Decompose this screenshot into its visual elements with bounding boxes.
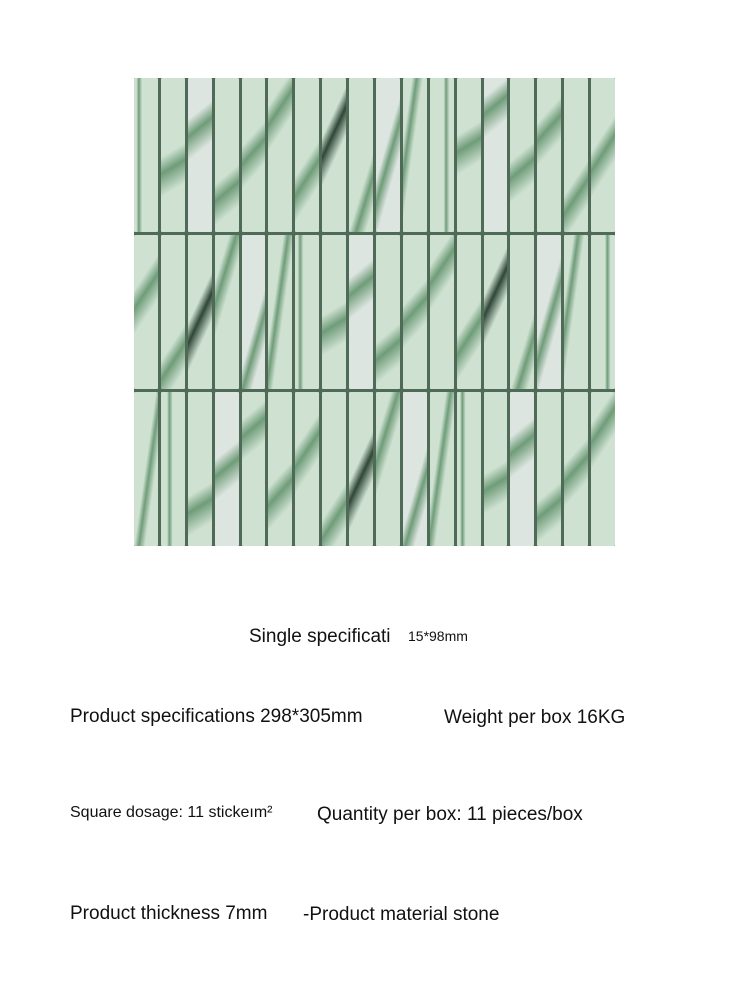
tile-strip — [510, 78, 534, 232]
tile-strip — [457, 235, 481, 389]
tile-strip — [349, 78, 373, 232]
tile-strip — [484, 78, 508, 232]
tile-strip — [430, 78, 454, 232]
tile-strip — [188, 392, 212, 546]
tile-strip — [295, 78, 319, 232]
tile-strip — [322, 392, 346, 546]
tile-strip — [134, 78, 158, 232]
tile-strip — [564, 392, 588, 546]
single-spec-value: 15*98mm — [408, 628, 468, 644]
tile-strip — [591, 235, 615, 389]
tile-strip — [537, 392, 561, 546]
tile-strip — [215, 235, 239, 389]
tile-strip — [268, 78, 292, 232]
tile-strip — [537, 78, 561, 232]
tile-strip — [430, 235, 454, 389]
tile-strip — [242, 392, 266, 546]
tile-strip — [134, 392, 158, 546]
tile-strip — [161, 392, 185, 546]
tile-strip — [376, 235, 400, 389]
tile-strip — [403, 392, 427, 546]
tile-strip — [322, 235, 346, 389]
tile-row-3 — [134, 392, 615, 546]
product-spec-text: Product specifications 298*305mm — [70, 706, 363, 727]
tile-strip — [403, 78, 427, 232]
tile-strip — [510, 392, 534, 546]
tile-row-1 — [134, 78, 615, 232]
tile-strip — [134, 235, 158, 389]
tile-strip — [268, 392, 292, 546]
tile-strip — [268, 235, 292, 389]
weight-text: Weight per box 16KG — [444, 707, 626, 728]
single-spec-label: Single specificati — [249, 626, 391, 647]
tile-strip — [349, 392, 373, 546]
tile-strip — [484, 235, 508, 389]
quantity-text: Quantity per box: 11 pieces/box — [317, 804, 583, 825]
tile-strip — [376, 78, 400, 232]
tile-strip — [510, 235, 534, 389]
tile-strip — [242, 235, 266, 389]
thickness-text: Product thickness 7mm — [70, 903, 268, 924]
tile-strip — [188, 235, 212, 389]
tile-strip — [295, 392, 319, 546]
tile-strip — [457, 392, 481, 546]
tile-strip — [564, 235, 588, 389]
tile-strip — [403, 235, 427, 389]
tile-strip — [215, 392, 239, 546]
square-dosage-text: Square dosage: 11 stickeım² — [70, 804, 273, 821]
tile-strip — [161, 78, 185, 232]
tile-strip — [376, 392, 400, 546]
tile-strip — [161, 235, 185, 389]
tile-row-2 — [134, 235, 615, 389]
tile-strip — [457, 78, 481, 232]
mosaic-tile-image — [134, 78, 615, 546]
tile-strip — [188, 78, 212, 232]
tile-strip — [484, 392, 508, 546]
material-text: -Product material stone — [303, 904, 500, 925]
tile-strip — [349, 235, 373, 389]
tile-strip — [242, 78, 266, 232]
tile-strip — [295, 235, 319, 389]
tile-strip — [430, 392, 454, 546]
tile-strip — [537, 235, 561, 389]
tile-strip — [564, 78, 588, 232]
tile-strip — [591, 392, 615, 546]
tile-strip — [322, 78, 346, 232]
tile-strip — [215, 78, 239, 232]
tile-strip — [591, 78, 615, 232]
